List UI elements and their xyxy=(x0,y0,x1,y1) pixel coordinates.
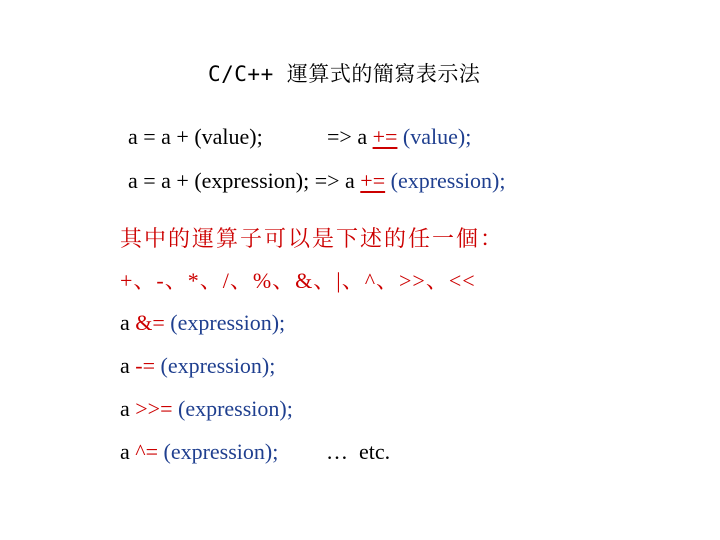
line2-operator: += xyxy=(360,168,386,193)
example-expression: (expression); xyxy=(163,439,279,464)
example-var: a xyxy=(120,353,130,378)
example-operator: -= xyxy=(135,353,155,378)
line2-lhs: a = a + (expression); xyxy=(128,168,310,193)
example-operator: ^= xyxy=(135,439,158,464)
operators-list: +、-、*、/、%、&、|、^、>>、<< xyxy=(120,268,476,293)
line1-arrow: => a xyxy=(327,124,368,149)
etc-note: … etc. xyxy=(326,439,391,464)
example-row xyxy=(120,353,275,379)
example-var: a xyxy=(120,310,130,335)
page-title: C/C++ 運算式的簡寫表示法 xyxy=(208,62,481,86)
line1-lhs: a = a + (value); xyxy=(128,124,263,149)
operators-heading: 其中的運算子可以是下述的任一個： xyxy=(120,227,505,252)
example-expression: (expression); xyxy=(178,396,293,421)
example-operator: &= xyxy=(135,310,165,335)
line2 xyxy=(128,168,505,194)
line1-expression: (value); xyxy=(402,124,472,149)
example-var: a xyxy=(120,396,130,421)
example-row xyxy=(120,439,278,465)
example-operator: >>= xyxy=(135,396,173,421)
example-var: a xyxy=(120,439,130,464)
example-expression: (expression); xyxy=(170,310,286,335)
example-expression: (expression); xyxy=(160,353,276,378)
line1-operator: += xyxy=(372,124,398,149)
example-row xyxy=(120,396,293,422)
example-row xyxy=(120,310,285,336)
line2-arrow: => a xyxy=(314,168,355,193)
line2-expression: (expression); xyxy=(390,168,506,193)
line1-rhs xyxy=(327,124,471,150)
